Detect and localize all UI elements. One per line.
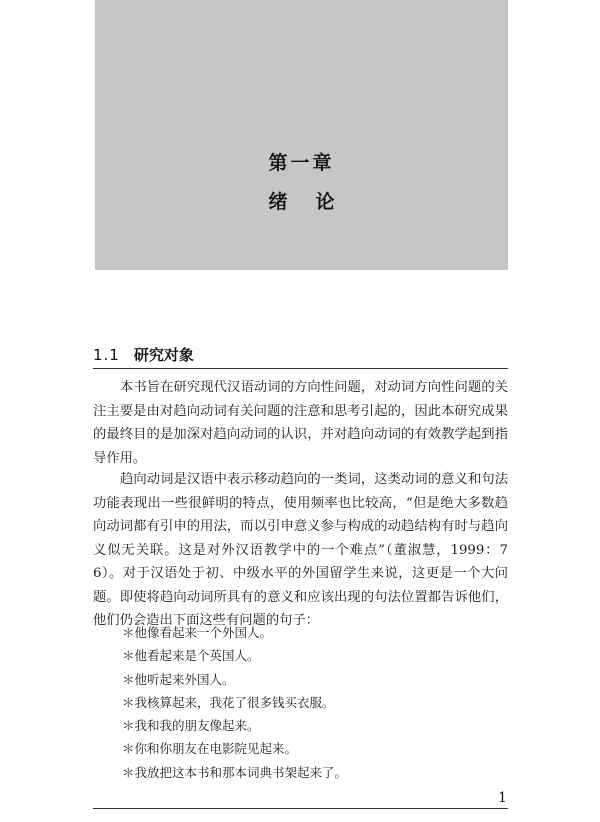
example-sentence: ＊我放把这本书和那本词典书架起来了。: [122, 764, 348, 780]
example-sentence: ＊我核算起来，我花了很多钱买衣服。: [122, 694, 335, 710]
footer-rule: [93, 808, 508, 809]
example-sentence: ＊他像看起来一个外国人。: [122, 625, 273, 640]
body-paragraph: 趋向动词是汉语中表示移动趋向的一类词，这类动词的意义和句法功能表现出一些很鲜明的特点，使用频率也比较高，“但是绝大多数趋向动词都有引申的用法，而以引申意义参与构成的动趋结构有时与趋向义似无关联。这是对外汉语教学中的一个难点”（董淑慧，1999：76）。对于汉语处于初、中级水平的外国留学生来说，这更是一个大问题。即使将趋向动词所具有的意义和应该出现的句法位置都告诉他们，他们仍会造出下面这些有问题的句子：: [93, 472, 508, 628]
body-paragraph: 本书旨在研究现代汉语动词的方向性问题，对动词方向性问题的关注主要是由对趋向动词有关问题的注意和思考引起的，因此本研究成果的最终目的是加深对趋向动词的认识，并对趋向动词的有效教学起到指导作用。: [93, 380, 508, 466]
chapter-banner: [95, 0, 508, 270]
example-sentence-list: [122, 621, 347, 784]
page-number: 1: [498, 790, 507, 806]
example-sentence: ＊他看起来是个英国人。: [122, 648, 260, 664]
chapter-title: 绪论: [268, 191, 363, 213]
section-title: 研究对象: [133, 346, 194, 364]
chapter-number: 第一章: [268, 152, 335, 174]
example-sentence: ＊我和我的朋友像起来。: [122, 718, 260, 734]
section-number: 1.1: [93, 346, 120, 364]
example-sentence: ＊你和你朋友在电影院见起来。: [122, 741, 298, 757]
section-heading: [93, 344, 508, 369]
example-sentence: ＊他听起来外国人。: [122, 671, 235, 687]
